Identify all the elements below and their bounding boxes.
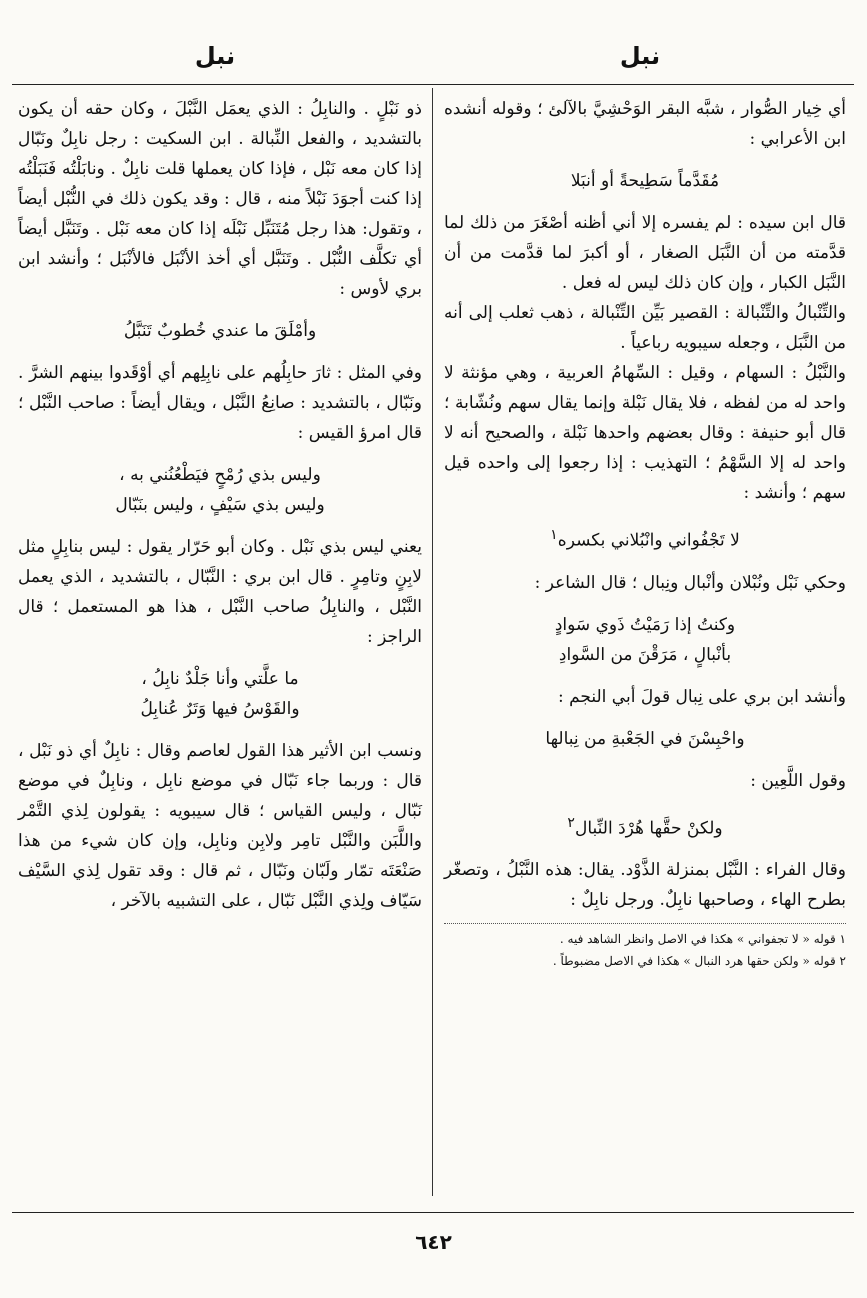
paragraph: وأنشد ابن بري على نِبال قولَ أبي النجم : bbox=[557, 686, 846, 707]
footnote-marker: ٢ bbox=[567, 814, 575, 831]
verse-line: وأمْلَقَ ما عندي خُطوبٌ تَنَبَّلُ bbox=[123, 321, 317, 341]
footnote-marker: ١ bbox=[550, 527, 558, 543]
running-header-left: نبل bbox=[194, 42, 236, 70]
verse-line: وليس بذي سَيْفٍ ، وليس بنَبّال bbox=[115, 495, 325, 515]
paragraph: وفي المثل : ثارَ حابِلُهم على نابِلِهم أي أوْقَدوا بينهم الشرَّ . ونَبّال ، بالتشديد : صانِعُ النَّبْل ، ويقال أيضاً : صاحب النَّبْل ؛ قال امرؤ القيس : bbox=[18, 363, 422, 443]
paragraph: قال ابن سيده : لم يفسره إلا أني أظنه أصْغَرَ من ذلك لما قدَّمته من أن النَّبَل الصغار ، أو أكبرَ لما قدَّمت من أن النَّبَل الكبار ، وإن كان ذلك ليس له فعل . bbox=[444, 213, 846, 293]
verse-line bbox=[444, 808, 846, 844]
paragraph: وقول اللَّعِين : bbox=[750, 770, 846, 791]
page-number: ٦٤٢ bbox=[415, 1230, 452, 1254]
paragraph: والتِّنْبالُ والتِّنْبالة : القصير بَيِّن التِّنْبالة ، ذهب ثعلب إلى أنه من النَّبَل ، وجعله سيبويه رباعياً . bbox=[444, 303, 846, 353]
verse-text: لا تَجْفُواني وانْبُلاني بكسره bbox=[557, 530, 740, 551]
left-column bbox=[18, 94, 422, 916]
footnote-rule bbox=[444, 923, 846, 924]
verse bbox=[444, 724, 846, 754]
verse bbox=[444, 166, 846, 196]
right-column bbox=[444, 94, 846, 972]
paragraph: وحكي نَبْل ونُبْلان وأنْبال ونِبال ؛ قال الشاعر : bbox=[534, 572, 846, 593]
footnote: ٢ قوله « ولكن حقها هرد النبال » هكذا في الاصل مضبوطاً . bbox=[552, 954, 846, 969]
header-rule bbox=[12, 84, 854, 85]
verse-line: بأنْبالٍ ، مَرَقْنَ من السَّوادِ bbox=[558, 644, 732, 665]
running-header-right: نبل bbox=[619, 42, 661, 70]
paragraph: وقال الفراء : النَّبْل بمنزلة الذَّوْد. يقال: هذه النَّبْلُ ، وتصغّر بطرح الهاء ، وصاحبها نابِلٌ. ورجل نابِلٌ : bbox=[444, 860, 846, 911]
footer-rule bbox=[12, 1212, 854, 1213]
verse-text: ولكنْ حقَّها هُرْدَ النِّبال bbox=[574, 818, 723, 839]
paragraph: ذو نَبْلٍ . والنابِلُ : الذي يعمَل النَّبْلَ ، وكان حقه أن يكون بالتشديد ، والفعل النِّبالة . ابن السكيت : رجل نابِلٌ ونَبّال إذا كان معه نَبْل ، فإذا كان يعملها قلت نابِلٌ . ونابَلْتُه فَنَبَلْتُه إذا كنت أجوَدَ نَبْلاً منه ، قال : وقد يكون ذلك في النُّبْل أيضاً ، وتقول: هذا رجل مُتَنَبِّل نَبْلَه إذا كان معه نَبْل . وتَنَبَّل أيضاً أي تكلَّف النُّبْل . وتَنَبَّل أي أخذ الأنْبَل فالأنْبَل ؛ وأنشد ابن بري لأوس : bbox=[18, 99, 422, 299]
verse-line: واحْبِسْنَ في الجَعْبةِ من نِبالها bbox=[545, 728, 745, 749]
paragraph: يعني ليس بذي نَبْل . وكان أبو حَرّار يقول : ليس بنابِلٍ مثل لابِنٍ وتامِرٍ . قال ابن بري : النَّبّال ، بالتشديد ، الذي يعمل النَّبْل ، والنابِلُ صاحب النَّبْل ، هذا هو المستعمل ؛ قال الراجز : bbox=[18, 537, 422, 647]
column-divider bbox=[432, 88, 433, 1196]
verse bbox=[444, 610, 846, 670]
footnote: ١ قوله « لا تجفواني » هكذا في الاصل وانظر الشاهد فيه . bbox=[559, 932, 846, 947]
verse bbox=[444, 520, 846, 556]
verse-line: والقَوْسُ فيها وَتَرٌ عُنابِلُ bbox=[140, 699, 300, 719]
verse bbox=[444, 808, 846, 844]
verse-line: وكنتُ إذا رَمَيْتُ ذَوي سَوادٍ bbox=[554, 614, 736, 635]
paragraph: ونسب ابن الأثير هذا القول لعاصم وقال : نابِلٌ أي ذو نَبْل ، قال : وربما جاء نَبّال في موضع نابِل ، ونابِلٌ في موضع نَبّال ، وليس القياس ؛ قال سيبويه : يقولون لِذي التَّمْر واللَّبَن والنَّبْل تامِر ولابِن ونابِل، وإن كان شيء من هذا صَنْعَتَه تمّار ولَبّان ونَبّال ، ثم قال : وقد تقول لِذي السَّيْف سَيّاف ولِذي النَّبْل نَبّال ، على التشبيه بالآخر ، bbox=[18, 741, 422, 911]
verse bbox=[18, 460, 422, 520]
verse bbox=[18, 316, 422, 346]
verse-line: وليس بذي رُمْحٍ فيَطْعُنُني به ، bbox=[119, 465, 321, 485]
paragraph: والنَّبْلُ : السهام ، وقيل : السِّهامُ العربية ، وهي مؤنثة لا واحد له من لفظه ، فلا يقال نَبْلة وإنما يقال سهم ونُشّابة ؛ قال أبو حنيفة : وقال بعضهم واحدها نَبْلة ، والصحيح أنه لا واحد له إلا السَّهْمُ ؛ التهذيب : إذا رجعوا إلى واحده قيل سهم ؛ وأنشد : bbox=[444, 363, 846, 503]
verse-line: ما علَّتي وأنا جَلْدٌ نابِلُ ، bbox=[141, 669, 299, 689]
verse bbox=[18, 664, 422, 724]
verse-line: مُقَدَّماً سَطِيحةً أو أنبَلا bbox=[570, 171, 720, 191]
verse-line bbox=[444, 520, 846, 556]
paragraph: أي خِيار الصُّوار ، شبَّه البقر الوَحْشِيَّ بالآلئ ؛ وقوله أنشده ابن الأعرابي : bbox=[444, 99, 846, 149]
